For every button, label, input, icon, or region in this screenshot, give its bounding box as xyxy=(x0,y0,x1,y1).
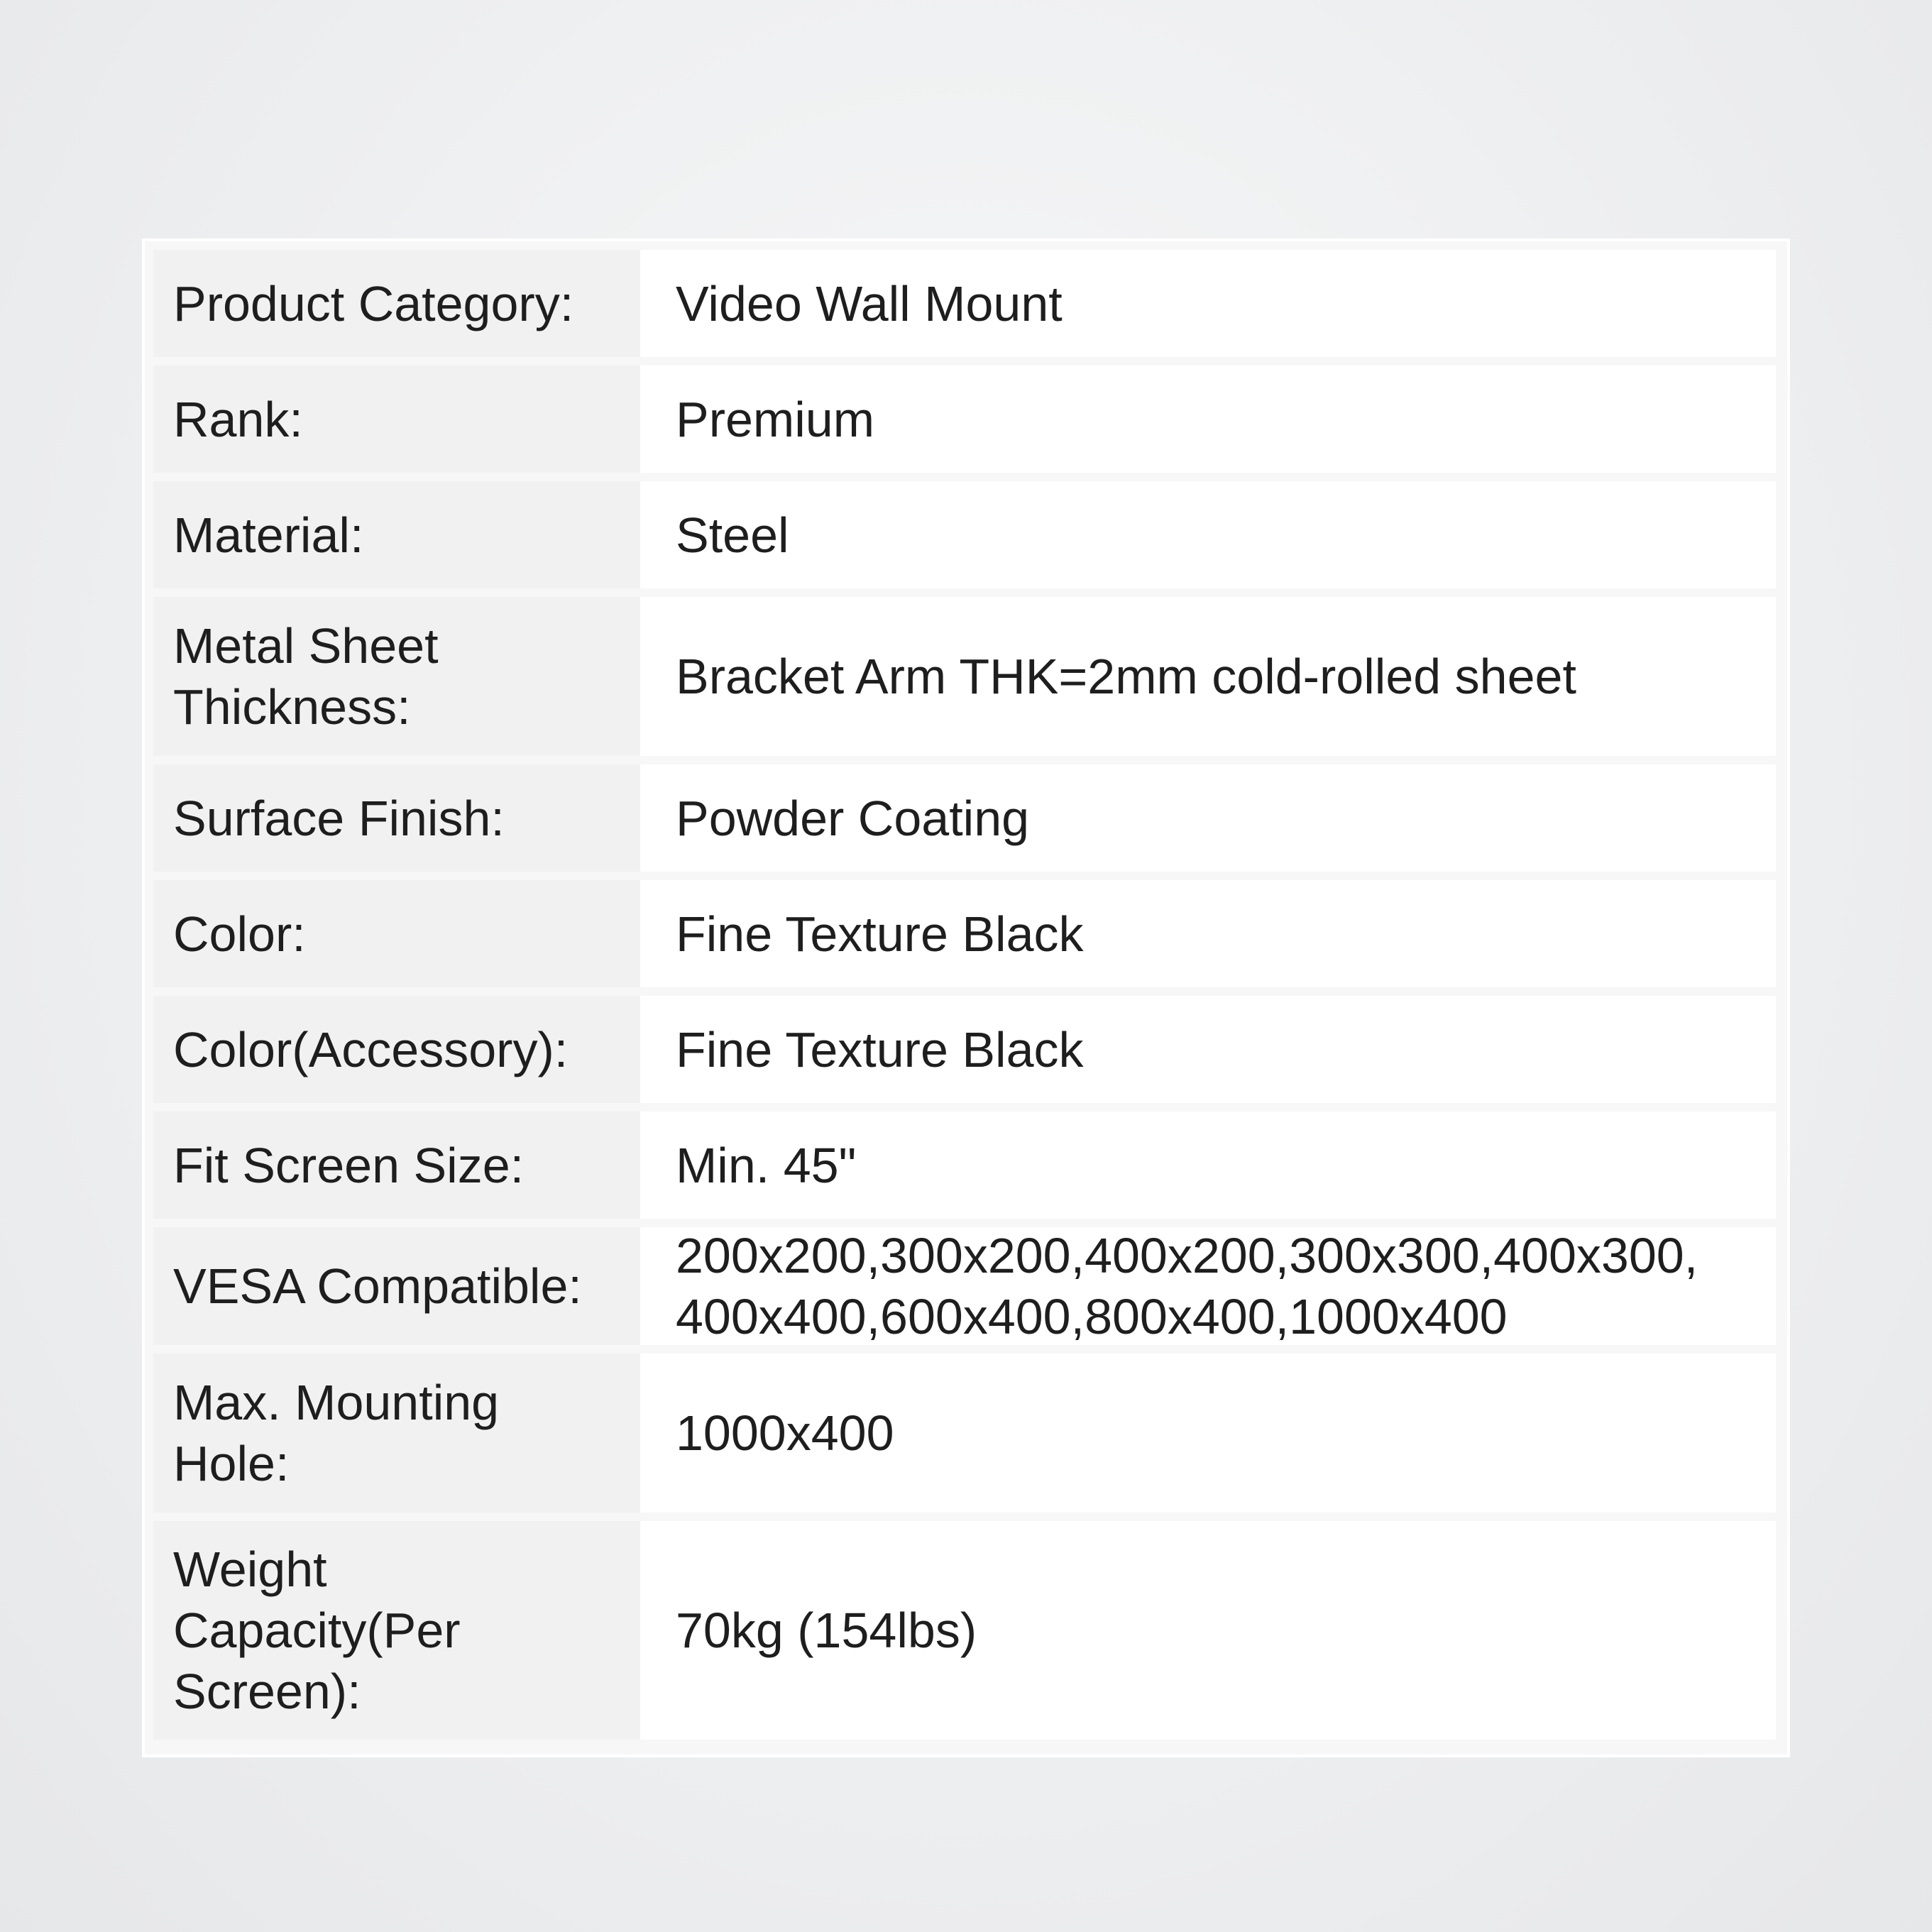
spec-value: Steel xyxy=(640,481,1776,588)
spec-value: Powder Coating xyxy=(640,764,1776,872)
spec-row-weight-capacity xyxy=(153,1521,1776,1740)
spec-row-color xyxy=(153,880,1776,987)
spec-value: Premium xyxy=(640,366,1776,473)
spec-row-fit-screen-size xyxy=(153,1112,1776,1219)
spec-label: Max. Mounting Hole: xyxy=(153,1354,640,1513)
spec-row-color-accessory xyxy=(153,996,1776,1103)
spec-row-vesa-compatible xyxy=(153,1227,1776,1345)
spec-row-product-category xyxy=(153,250,1776,357)
spec-value: Min. 45" xyxy=(640,1112,1776,1219)
spec-value: Fine Texture Black xyxy=(640,996,1776,1103)
spec-value: 200x200,300x200,400x200,300x300,400x300, 400x400,600x400,800x400,1000x400 xyxy=(640,1227,1776,1345)
spec-label: Color: xyxy=(153,880,640,987)
spec-row-rank xyxy=(153,366,1776,473)
spec-row-metal-sheet-thickness xyxy=(153,597,1776,756)
spec-row-surface-finish xyxy=(153,764,1776,872)
spec-label: VESA Compatible: xyxy=(153,1227,640,1345)
spec-label: Material: xyxy=(153,481,640,588)
spec-value: Video Wall Mount xyxy=(640,250,1776,357)
spec-label: Metal Sheet Thickness: xyxy=(153,597,640,756)
spec-value: 70kg (154lbs) xyxy=(640,1521,1776,1740)
spec-value: Fine Texture Black xyxy=(640,880,1776,987)
spec-table xyxy=(142,238,1790,1757)
spec-row-material xyxy=(153,481,1776,588)
spec-label: Color(Accessory): xyxy=(153,996,640,1103)
spec-label: Surface Finish: xyxy=(153,764,640,872)
spec-label: Product Category: xyxy=(153,250,640,357)
spec-value: Bracket Arm THK=2mm cold-rolled sheet xyxy=(640,597,1776,756)
spec-value: 1000x400 xyxy=(640,1354,1776,1513)
spec-row-max-mounting-hole xyxy=(153,1354,1776,1513)
spec-label: Rank: xyxy=(153,366,640,473)
spec-label: Fit Screen Size: xyxy=(153,1112,640,1219)
spec-label: Weight Capacity(Per Screen): xyxy=(153,1521,640,1740)
